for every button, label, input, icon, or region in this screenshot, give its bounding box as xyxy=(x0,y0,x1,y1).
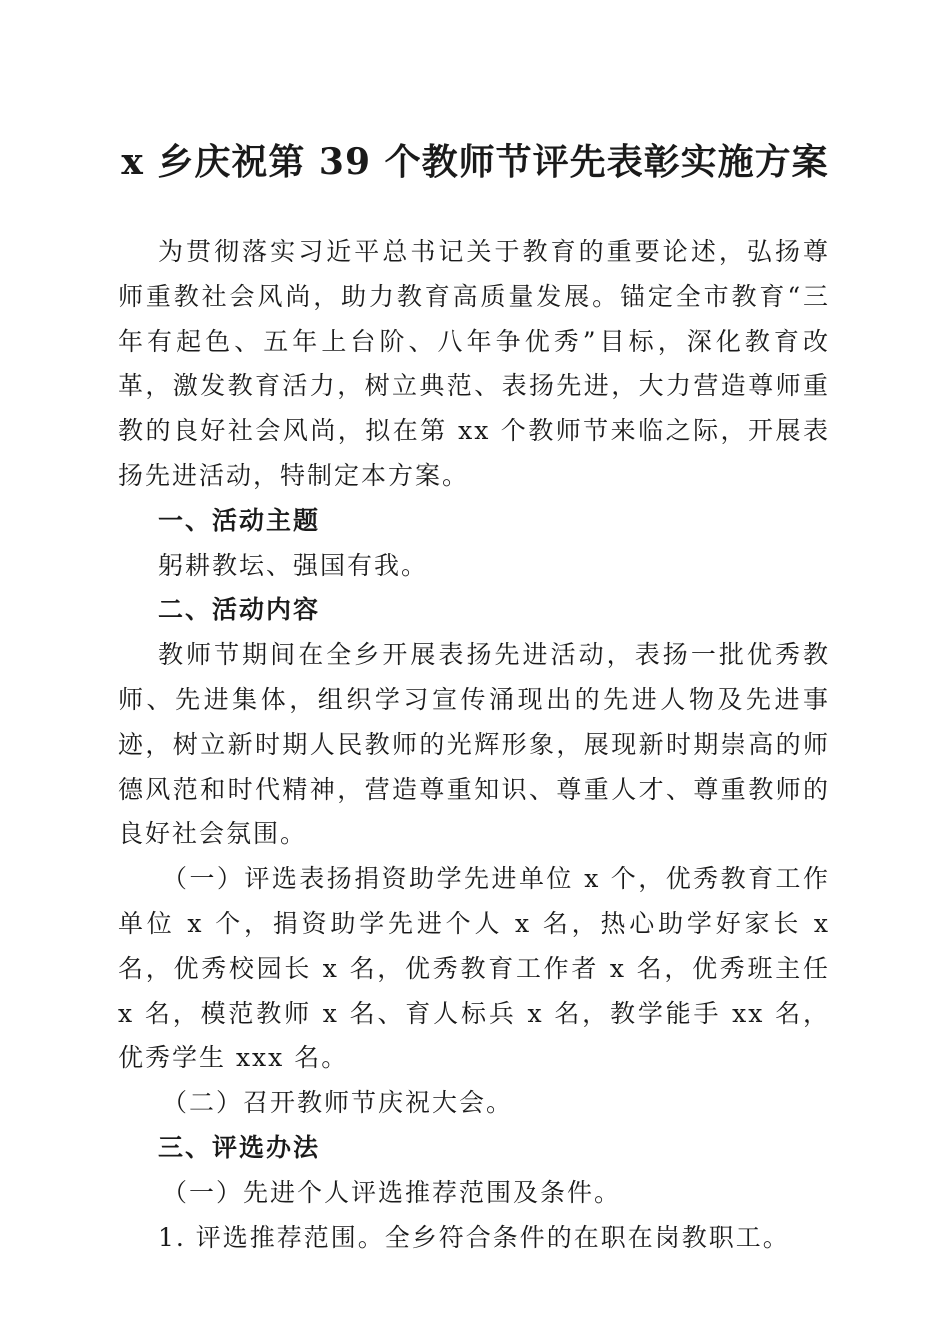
document-title: x 乡庆祝第 39 个教师节评先表彰实施方案 xyxy=(121,141,829,183)
document-body xyxy=(118,230,830,1260)
content-item-meeting: （二）召开教师节庆祝大会。 xyxy=(162,1088,514,1118)
section-heading-theme: 一、活动主题 xyxy=(158,505,321,535)
intro-paragraph: 为贯彻落实习近平总书记关于教育的重要论述，弘扬尊师重教社会风尚，助力教育高质量发展。锚定全市教育“三年有起色、五年上台阶、八年争优秀”目标，深化教育改革，激发教育活力，树立典范、表扬先进，大力营造尊师重教的良好社会风尚，拟在第 xx 个教师节来临之际，开展表扬先进活动，特制定本方案。 xyxy=(118,237,830,490)
content-item-awards: （一）评选表扬捐资助学先进单位 x 个，优秀教育工作单位 x 个，捐资助学先进个人 x 名，热心助学好家长 x 名，优秀校园长 x 名，优秀教育工作者 x 名，优秀班主任 x 名，模范教师 x 名、育人标兵 x 名，教学能手 xx 名，优秀学生 xxx 名。 xyxy=(118,864,830,1073)
method-item-individual: （一）先进个人评选推荐范围及条件。 xyxy=(162,1177,622,1207)
theme-paragraph: 躬耕教坛、强国有我。 xyxy=(158,550,429,580)
method-item-scope: 1. 评选推荐范围。全乡符合条件的在职在岗教职工。 xyxy=(158,1222,790,1252)
section-heading-method: 三、评选办法 xyxy=(158,1132,321,1162)
section-heading-content: 二、活动内容 xyxy=(158,595,321,625)
content-paragraph: 教师节期间在全乡开展表扬先进活动，表扬一批优秀教师、先进集体，组织学习宣传涌现出的先进人物及先进事迹，树立新时期人民教师的光辉形象，展现新时期崇高的师德风范和时代精神，营造尊重知识、尊重人才、尊重教师的良好社会氛围。 xyxy=(118,640,830,849)
